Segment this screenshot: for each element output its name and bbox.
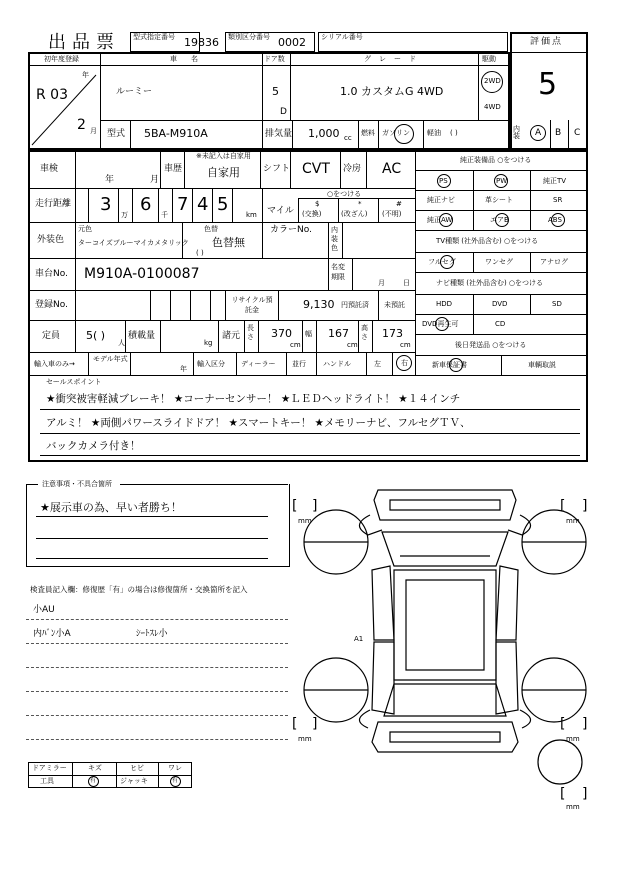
width-unit: cm [347,341,358,349]
mileage-unit-km: km [246,211,257,219]
fuel-gasoline-circle [394,124,414,144]
load-label: 積載量 [128,331,156,341]
inspector-line-1: 小AU [33,605,55,615]
inspector-line-2b: ｼｰﾄｽﾚ小 [136,629,168,639]
mm-rear-right: mm [566,735,580,743]
vehicle-history: 自家用 [207,166,240,179]
import-label: 輸入車のみ→ [34,360,75,368]
sales-point-line-3: バックカメラ付き！ [46,440,141,452]
first-reg-diagonal [28,65,100,150]
year-unit-small: 年 [82,71,89,79]
grade: 1.0 カスタムG 4WD [340,85,444,98]
equipment-title: 純正装備品 ○をつける [460,156,532,164]
first-reg-year: R 03 [36,87,68,103]
form-title: 出品票 [48,32,120,53]
navi-cd: CD [495,320,506,328]
shift-type: CVT [302,161,330,177]
serial-label: シリアル番号 [321,33,363,41]
legend-tool: 工具 [40,777,54,785]
svg-text:]: ] [582,498,588,514]
original-color-label: 元色 [78,225,92,233]
mm-rear-left: mm [298,735,312,743]
class-no-value: 0002 [278,36,306,49]
tv-fullseg: フルセグ [428,258,456,266]
interior-label: 内装 [513,125,520,140]
car-name: ルーミー [116,87,153,97]
fuel-other: ( ) [450,129,458,137]
recycle-status: 円預託済 [341,301,369,309]
inspection-month-unit: 月 [150,175,160,185]
name-change-label: 名変期限 [331,263,345,281]
mm-front-right: mm [566,517,580,525]
grade-label: グレード [364,55,424,63]
month-unit: 月 [90,127,97,135]
original-color: ターコイズブルーマイカメタリック [78,239,189,247]
mileage-digit-3: 7 [177,194,189,215]
mark-dollar: $ [315,200,320,208]
mark-hash: # [396,200,402,208]
mark-tamper: (改ざん) [341,210,368,218]
load-unit: kg [204,339,213,347]
mm-spare: mm [566,803,580,811]
model-label: 型式 [107,129,126,139]
notes-label: 注意事項・不具合箇所 [42,480,112,488]
mileage-label: 走行距離 [35,199,72,209]
svg-text:[: [ [560,786,566,802]
car-name-label: 車名 [170,55,212,63]
reg-no-label: 登録No. [35,300,68,310]
shift-label: シフト [263,164,291,174]
model-year-unit: 年 [180,365,187,373]
door-suffix: D [280,107,287,117]
door-count: 5 [272,85,279,98]
warranty: 新車保証書 [432,361,467,369]
mileage-digit-5: 5 [217,194,229,215]
serial-box [318,32,508,52]
inspection-year-unit: 年 [105,175,115,185]
mm-front-left: mm [298,517,312,525]
displacement-unit: cc [344,134,352,142]
sales-point-label: セールスポイント [46,378,102,386]
navi-type-title: ナビ種類 (社外品含む) ○をつける [436,279,544,287]
interior-a: A [535,128,542,138]
length-label: 長さ [247,324,254,341]
handle-right: 右 [401,359,408,367]
length-value: 370 [271,327,292,340]
type-no-value: 19836 [184,36,219,49]
manual: 車輌取説 [528,361,556,369]
recycle-none: 未預託 [384,301,405,309]
svg-text:[: [ [560,716,566,732]
handle-label: ハンドル [323,360,351,368]
history-note: ※未記入は自家用 [196,152,251,160]
recycle-amount: 9,130 [303,298,335,311]
notes-text: ★展示車の為、早い者勝ち！ [40,501,182,514]
inspector-line-2a: 内ﾊﾞﾝ小A [33,629,71,639]
svg-text:[: [ [292,498,298,514]
repaint-value: 色替無 [212,236,245,249]
navi-dvd: DVD [492,300,508,308]
width-label: 幅 [305,330,312,338]
equip-ps: PS [439,177,448,185]
capacity-label: 定員 [42,331,61,341]
equip-abs: ABS [548,216,562,224]
equip-navi: 純正ナビ [427,196,455,204]
capacity-unit: 人 [118,339,125,347]
chassis-number: M910A-0100087 [84,266,200,282]
legend-jack-mark: 有 [172,777,179,784]
model-year-label: モデル年式 [93,355,128,363]
height-label: 高さ [361,324,368,341]
name-change-month: 月 [378,279,385,287]
color-no-label: カラーNo. [270,225,312,235]
repaint-label: 色替 [204,225,218,233]
width-value: 167 [328,327,349,340]
first-reg-month: 2 [77,117,86,133]
recycle-label: リサイクル預託金 [231,296,273,314]
sales-point-line-1: ★衝突被害軽減ブレーキ！ ★コーナーセンサー！ ★ＬＥＤヘッドライト！ ★１４インチ [46,393,461,405]
svg-text:[: [ [292,716,298,732]
import-dealer: ディーラー [241,360,276,368]
repaint-paren: ( ) [196,249,204,257]
equip-tv: 純正TV [543,177,567,185]
height-unit: cm [400,341,411,349]
capacity-value: 5( ) [86,329,106,342]
equip-sunroof: SR [553,196,563,204]
mileage-unit-man: 万 [121,211,128,219]
handle-left: 左 [374,360,381,368]
damage-mark-a1: A1 [354,635,364,643]
type-no-label: 型式指定番号 [133,33,175,41]
svg-text:[: [ [560,498,566,514]
equip-airbag: エアB [490,216,509,224]
interior-b: B [555,128,562,138]
history-label: 車歴 [164,164,183,174]
interior-color-label: 内装色 [331,226,338,252]
mileage-digit-2: 6 [140,194,152,215]
drive-2wd: 2WD [484,77,501,85]
evaluation-score: 5 [538,67,558,102]
drive-4wd: 4WD [484,103,501,111]
sales-point-line-2: アルミ！ ★両側パワースライドドア！ ★スマートキー！ ★メモリーナビ、フルセグＴＶ、 [46,417,471,429]
mile-label: マイル [267,206,294,216]
mark-star: * [358,200,362,208]
fuel-diesel: 軽油 [427,129,441,137]
interior-c: C [574,128,581,138]
class-no-label: 類別区分番号 [228,33,270,41]
legend-jack: ジャッキ [120,777,148,785]
inspection-label: 車検 [40,164,59,174]
mark-unknown: (不明) [382,210,402,218]
tv-analog: アナログ [540,258,568,266]
navi-dvd-play: DVD再生可 [422,320,459,328]
navi-sd: SD [552,300,562,308]
displacement-label: 排気量 [265,129,293,139]
later-items-title: 後日発送品 ○をつける [455,341,527,349]
mileage-mark-title: ○をつける [327,190,362,198]
doors-label: ドア数 [264,55,285,63]
legend-door-mirror: ドアミラー [32,764,67,772]
length-unit: cm [290,341,301,349]
navi-hdd: HDD [436,300,453,308]
legend-crack: ヒビ [130,764,144,772]
equip-pw: PW [496,177,508,185]
mark-exchange: (交換) [302,210,322,218]
exterior-color-label: 外装色 [37,235,65,245]
height-value: 173 [382,327,403,340]
svg-text:]: ] [582,716,588,732]
chassis-label: 車台No. [35,269,68,279]
ac-value: AC [382,161,402,177]
legend-break: ワレ [168,764,182,772]
tv-type-title: TV種類 (社外品含む) ○をつける [436,237,539,245]
svg-text:]: ] [582,786,588,802]
mileage-unit-sen: 千 [161,211,168,219]
dimension-label: 諸元 [222,331,241,341]
drive-label: 駆動 [482,55,496,63]
notes-box [26,484,290,567]
mileage-digit-1: 3 [100,194,112,215]
legend-tool-mark: 有 [90,777,97,784]
import-type-label: 輸入区分 [197,360,225,368]
first-reg-label: 初年度登録 [44,55,79,63]
legend-scratch: キズ [88,764,102,772]
name-change-day: 日 [403,279,410,287]
ac-label: 冷房 [343,164,362,174]
inspector-label: 検査員記入欄：修復歴「有」の場合は修復箇所・交換箇所を記入 [30,585,248,594]
evaluation-label: 評価点 [530,37,564,47]
model-code: 5BA-M910A [144,127,208,140]
displacement: 1,000 [308,127,340,140]
fuel-gasoline: ガソリン [382,129,410,137]
fuel-label: 燃料 [361,129,375,137]
equip-aw: 純正AW [427,216,453,224]
svg-text:]: ] [312,498,318,514]
mileage-digit-4: 4 [197,194,209,215]
car-damage-diagram [290,470,600,810]
svg-text:]: ] [312,716,318,732]
equip-leather: 革シート [485,196,513,204]
import-parallel: 並行 [292,360,306,368]
tv-oneseg: ワンセグ [485,258,513,266]
